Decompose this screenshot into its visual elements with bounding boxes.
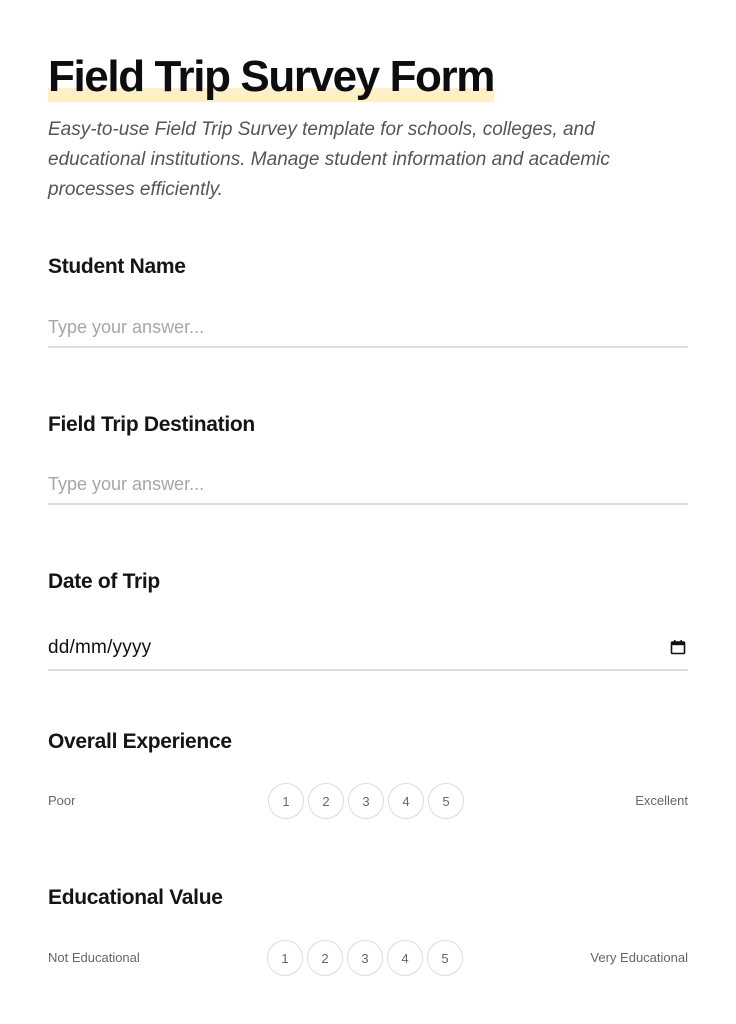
rating-scale — [48, 940, 688, 976]
rating-scale — [48, 783, 688, 819]
date-placeholder: dd/mm/yyyy — [48, 637, 152, 658]
question-overall-experience — [48, 729, 688, 809]
question-label: Overall Experience — [48, 730, 232, 753]
scale-options — [268, 783, 464, 819]
scale-max-label: Very Educational — [590, 950, 688, 965]
question-educational-value — [48, 885, 688, 966]
rating-option-4[interactable]: 4 — [387, 940, 423, 976]
question-student-name — [48, 254, 688, 280]
rating-option-3[interactable]: 3 — [348, 783, 384, 819]
date-input[interactable] — [48, 629, 688, 671]
scale-max-label: Excellent — [635, 793, 688, 808]
form-subtitle: Easy-to-use Field Trip Survey template for schools, colleges, and educational institutions. Manage student information and academic processes efficiently. — [48, 119, 610, 200]
rating-option-5[interactable]: 5 — [427, 940, 463, 976]
question-destination — [48, 412, 688, 438]
question-label: Student Name — [48, 255, 186, 278]
scale-min-label: Not Educational — [48, 950, 140, 965]
rating-option-5[interactable]: 5 — [428, 783, 464, 819]
scale-min-label: Poor — [48, 793, 76, 808]
question-label: Educational Value — [48, 886, 223, 909]
rating-option-3[interactable]: 3 — [347, 940, 383, 976]
question-label: Field Trip Destination — [48, 413, 255, 436]
rating-option-4[interactable]: 4 — [388, 783, 424, 819]
destination-input[interactable] — [48, 465, 688, 505]
rating-option-1[interactable]: 1 — [267, 940, 303, 976]
student-name-input[interactable] — [48, 308, 688, 348]
question-label: Date of Trip — [48, 570, 160, 593]
form-title: Field Trip Survey Form — [48, 52, 494, 101]
rating-option-2[interactable]: 2 — [307, 940, 343, 976]
question-date — [48, 569, 688, 658]
rating-option-2[interactable]: 2 — [308, 783, 344, 819]
calendar-icon[interactable] — [670, 639, 686, 655]
scale-options — [267, 940, 463, 976]
rating-option-1[interactable]: 1 — [268, 783, 304, 819]
form-title-block — [48, 52, 494, 102]
